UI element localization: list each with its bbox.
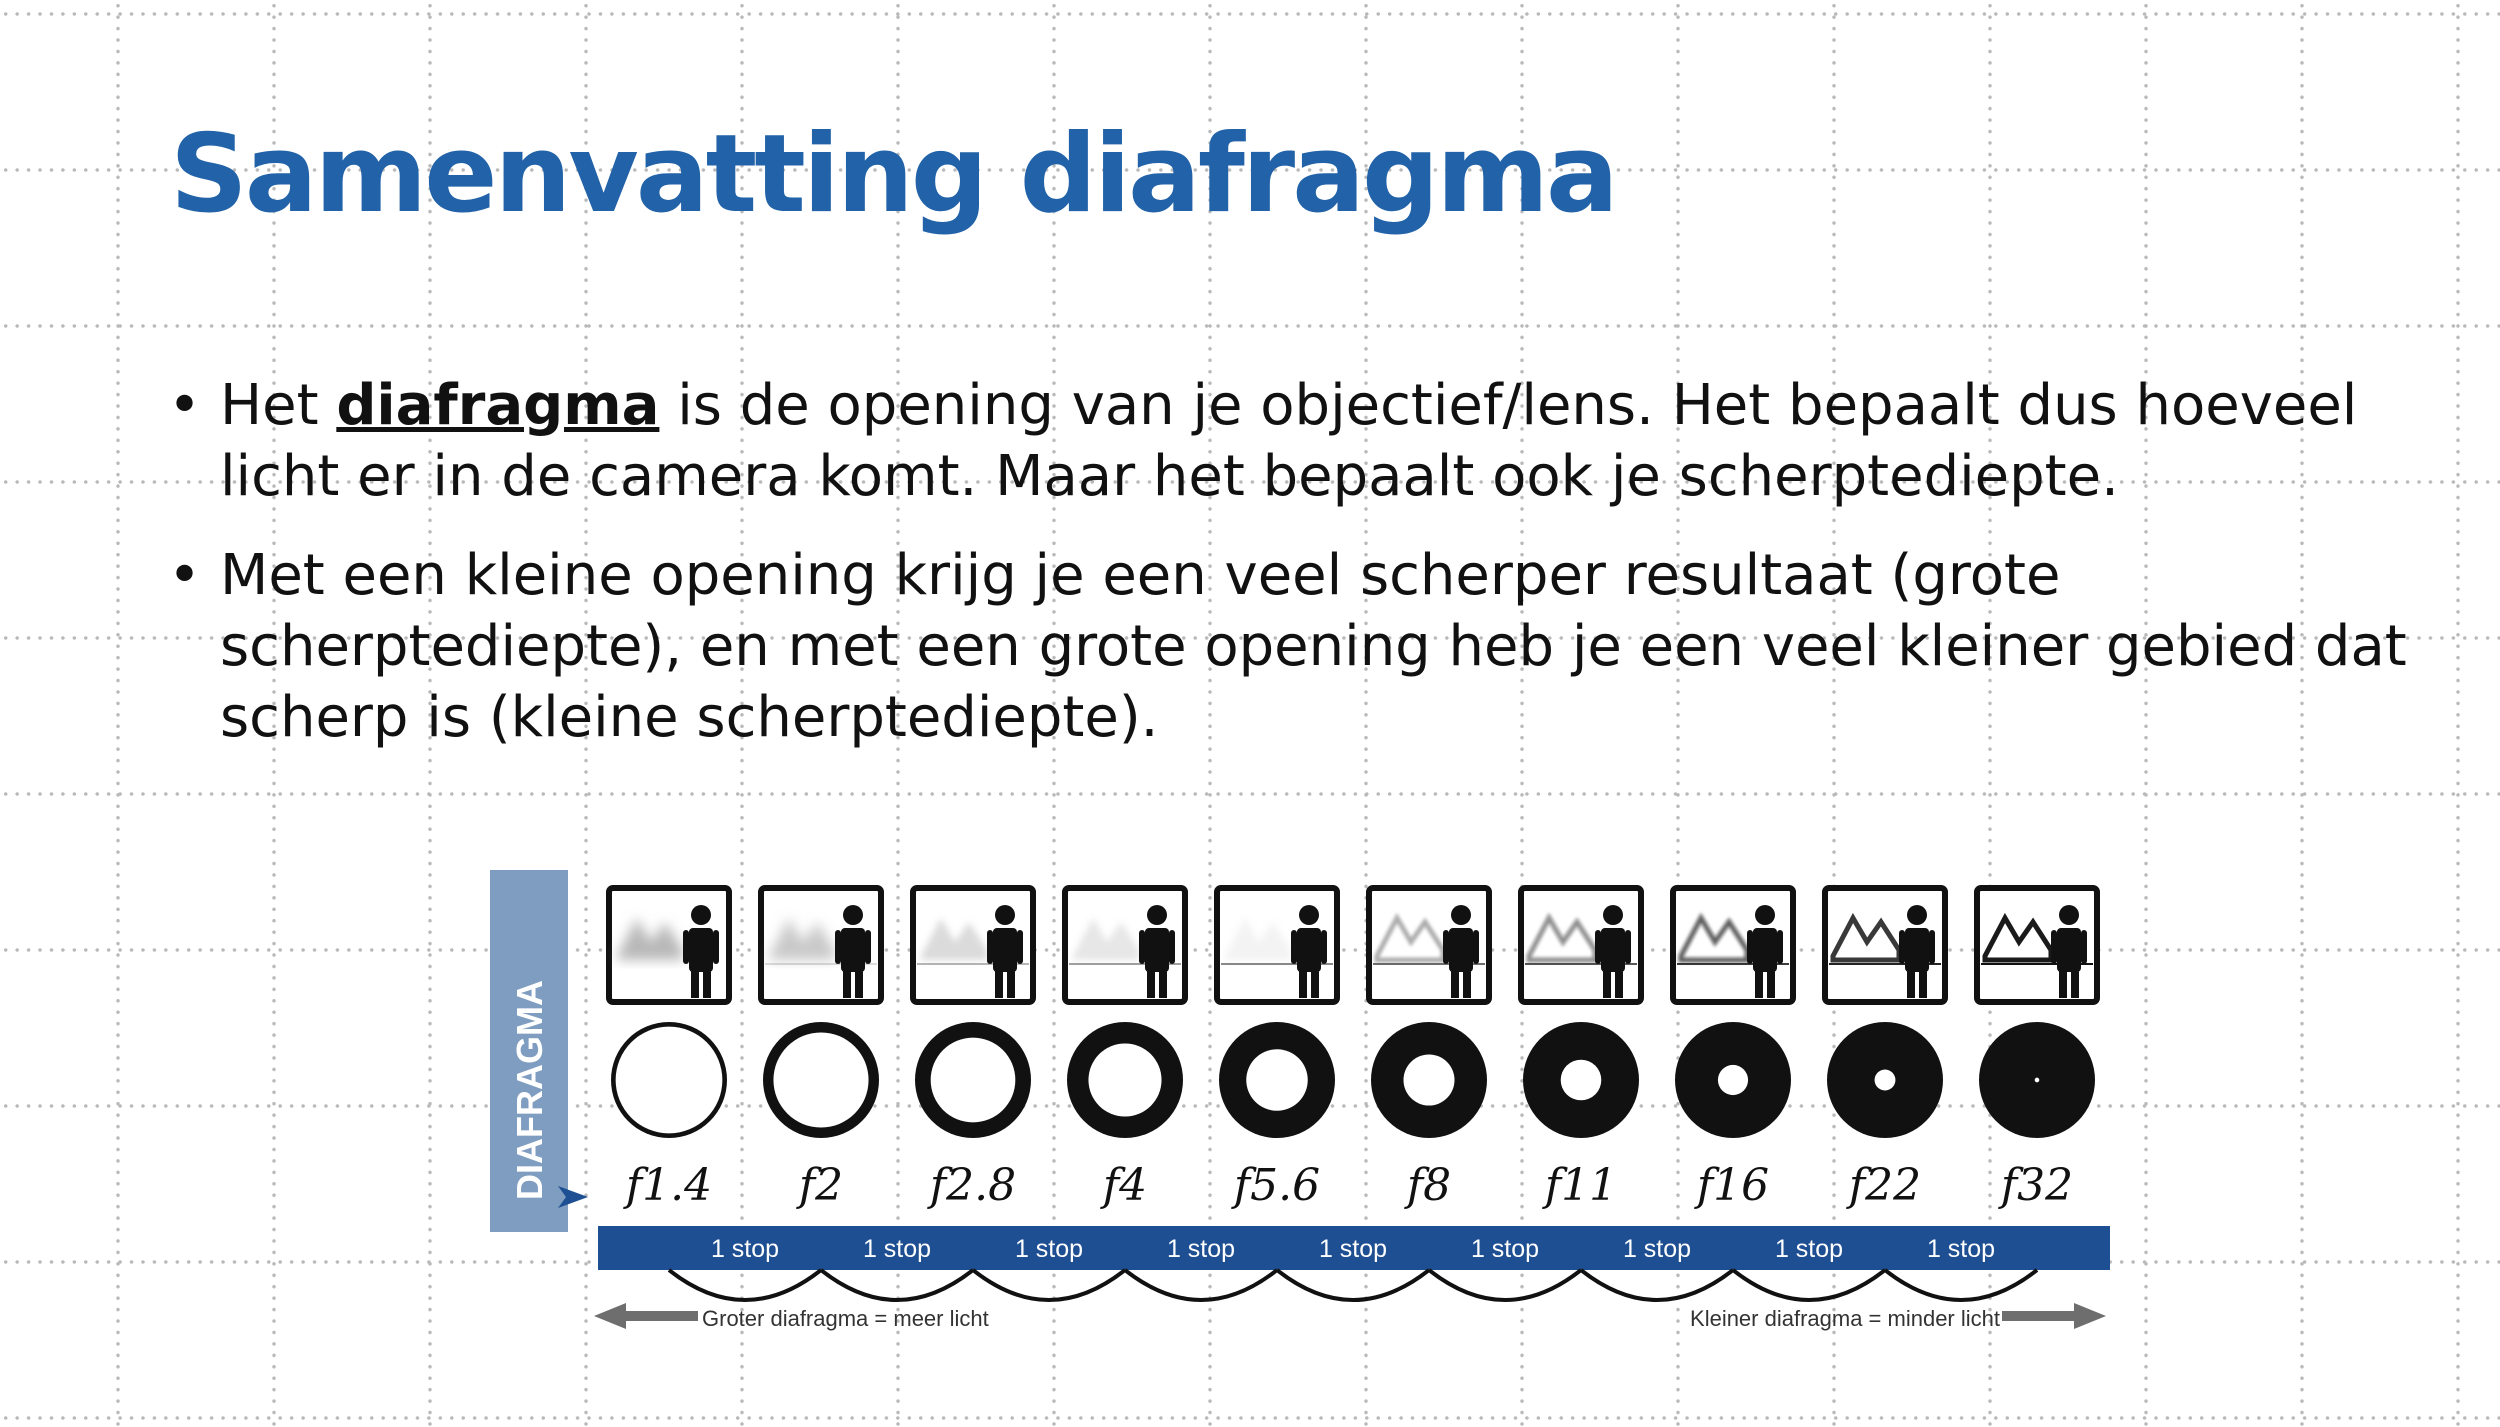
fstop-label: f16 <box>1696 1160 1770 1211</box>
fstop-label: f2.8 <box>929 1160 1017 1211</box>
aperture-ring <box>1827 1022 1943 1138</box>
fstop-label: f32 <box>2000 1160 2074 1211</box>
bullet-text: is de opening van je objectief/lens. Het bepaalt dus hoeveel licht er in de camera komt. Maar het bepaalt ook je scherptediepte. <box>220 373 2358 509</box>
stop-arc <box>1885 1270 2037 1300</box>
scene-icons <box>609 888 2097 1002</box>
stop-label: 1 stop <box>1622 1235 1692 1263</box>
fstop-label: f4 <box>1102 1160 1148 1211</box>
aperture-ring <box>611 1022 727 1138</box>
stop-arcs <box>669 1270 2037 1300</box>
aperture-ring <box>763 1022 879 1138</box>
stop-label: 1 stop <box>1774 1235 1844 1263</box>
stop-label: 1 stop <box>1470 1235 1540 1263</box>
scene-icon <box>761 888 881 1002</box>
aperture-ring <box>915 1022 1031 1138</box>
left-caption: Groter diafragma = meer licht <box>702 1306 989 1331</box>
side-label: DIAFRAGMA <box>509 980 550 1200</box>
bullet-list <box>168 370 2408 781</box>
aperture-ring <box>1675 1022 1791 1138</box>
stop-label: 1 stop <box>862 1235 932 1263</box>
stop-label: 1 stop <box>1926 1235 1996 1263</box>
scene-icon <box>1065 888 1185 1002</box>
scene-icon <box>1825 888 1945 1002</box>
stop-labels <box>711 1235 1995 1263</box>
aperture-ring <box>1219 1022 1335 1138</box>
fstop-label: f8 <box>1406 1160 1452 1211</box>
fstop-label: f11 <box>1544 1160 1618 1211</box>
stop-arc <box>669 1270 821 1300</box>
scene-icon <box>1977 888 2097 1002</box>
right-caption: Kleiner diafragma = minder licht <box>1690 1306 2000 1331</box>
stop-label: 1 stop <box>1166 1235 1236 1263</box>
fstop-labels <box>623 1160 2073 1211</box>
aperture-ring <box>1979 1022 2095 1138</box>
stop-arc <box>1733 1270 1885 1300</box>
stop-arc <box>973 1270 1125 1300</box>
bullet-item <box>168 370 2408 512</box>
bullet-text: Het <box>220 373 337 438</box>
stop-arc <box>1429 1270 1581 1300</box>
scene-icon <box>1521 888 1641 1002</box>
stop-arc <box>821 1270 973 1300</box>
stop-label: 1 stop <box>1318 1235 1388 1263</box>
slide-title: Samenvatting diafragma <box>170 112 1616 237</box>
aperture-ring <box>1523 1022 1639 1138</box>
scene-icon <box>1369 888 1489 1002</box>
stop-arc <box>1277 1270 1429 1300</box>
scene-icon <box>1217 888 1337 1002</box>
keyword-diafragma: diafragma <box>336 373 660 438</box>
aperture-ring <box>1371 1022 1487 1138</box>
aperture-diagram <box>480 860 2120 1340</box>
stop-arc <box>1581 1270 1733 1300</box>
right-arrow-icon <box>2074 1303 2106 1329</box>
aperture-ring <box>1067 1022 1183 1138</box>
stop-label: 1 stop <box>1014 1235 1084 1263</box>
scene-icon <box>609 888 729 1002</box>
bullet-item <box>168 540 2408 753</box>
fstop-label: f1.4 <box>625 1160 713 1211</box>
stop-label: 1 stop <box>710 1235 780 1263</box>
scene-icon <box>1673 888 1793 1002</box>
bullet-text: Met een kleine opening krijg je een veel scherper resultaat (grote scherptediepte), en met een grote opening heb je een veel kleiner gebied dat scherp is (kleine scherptediepte). <box>220 543 2407 750</box>
fstop-label: f22 <box>1848 1160 1922 1211</box>
aperture-rings <box>611 1022 2095 1138</box>
fstop-label: f5.6 <box>1233 1160 1321 1211</box>
scene-icon <box>913 888 1033 1002</box>
fstop-label: f2 <box>798 1160 844 1211</box>
stop-arc <box>1125 1270 1277 1300</box>
left-arrow-icon <box>594 1303 626 1329</box>
